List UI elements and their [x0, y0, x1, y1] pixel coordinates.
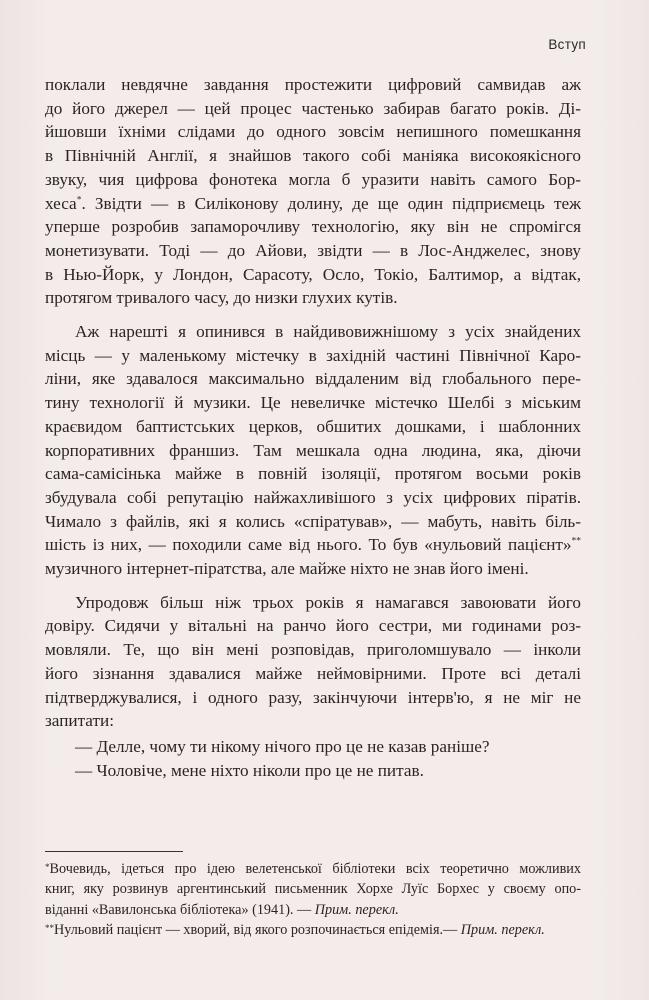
text-line [45, 533, 581, 557]
text-line: ліни, яке здавалося максимально віддаленим від глобального пере- [45, 369, 581, 389]
text-line: до його джерел — цей процес частенько забирав багато років. Ді- [45, 98, 581, 118]
footnote-mark: ** [45, 922, 54, 933]
text-line: корпоративних франшиз. Там мешкала одна людина, яка, діючи [45, 440, 581, 460]
text-line: його зізнання здавалися майже неймовірними. Проте всі деталі [45, 663, 581, 683]
text-line: музичного інтернет-піратства, але майже ніхто не знав його імені. [45, 559, 529, 579]
footnote-2 [45, 920, 581, 940]
running-header: Вступ [548, 37, 586, 52]
text-fragment: хеса [45, 193, 77, 213]
text-line: довіру. Сидячи у вітальні на ранчо його сестри, ми годинами роз- [45, 616, 581, 636]
text-line: Аж нарешті я опинився в найдивовижнішому з усіх знайдених [75, 322, 581, 342]
footnote-divider [45, 851, 183, 852]
dialogue [45, 735, 581, 782]
text-fragment: шість із них, — походили саме від нього. То був «нульовий пацієнт» [45, 535, 572, 555]
text-line: уперше розробив запаморочливу технологію, яку він не спромігся [45, 217, 581, 237]
footnote-line: книг, яку розвинув аргентинський письменник Хорхе Луїс Борхес у своєму опо- [45, 881, 581, 898]
footnote-text: Нульовий пацієнт — хворий, від якого розпочинається епідемія.— [54, 921, 461, 938]
text-line: в Північній Англії, я знайшов такого собі маніяка високоякісного [45, 146, 581, 166]
footnote-mark: * [45, 862, 50, 872]
text-line: йшовши їхніми слідами до одного зовсім непишного помешкання [45, 122, 581, 142]
text-line: місць — у маленькому містечку в західній частині Північної Каро- [45, 345, 581, 365]
paragraph-2 [45, 320, 581, 581]
dialogue-line: — Чоловіче, мене ніхто ніколи про це не питав. [75, 760, 424, 780]
translator-note: Прим. перекл. [314, 901, 399, 918]
text-line: звуку, чия цифрова фонотека могла б уразити навіть самого Бор- [45, 169, 581, 189]
text-line: мовляли. Те, що він мені розповідав, приголомшувало — інколи [45, 640, 581, 660]
text-line: монетизувати. Тоді — до Айови, звідти — в Лос-Анджелес, знову [45, 240, 581, 260]
footnote-line [45, 900, 581, 920]
text-line: запитати: [45, 711, 114, 731]
footnotes [45, 859, 581, 940]
text-line: краєвидом баптистських церков, обшитих дошками, і шаблонних [45, 416, 581, 436]
text-line: в Нью-Йорк, у Лондон, Сарасоту, Осло, Токіо, Балтимор, а відтак, [45, 264, 581, 284]
footnote-ref-1: * [76, 194, 82, 205]
body-text [45, 73, 581, 782]
text-line [45, 192, 581, 216]
text-line: поклали невдячне завдання простежити цифровий самвидав аж [45, 75, 581, 94]
paragraph-1 [45, 73, 581, 310]
paragraph-3 [45, 591, 581, 733]
text-line: сама-самісінька майже в повній ізоляції, протягом восьми років [45, 464, 581, 484]
footnote-ref-2: ** [571, 536, 581, 547]
text-fragment: . Звідти — в Силіконову долину, де ще один підприємець теж [81, 193, 581, 213]
text-line: протягом тривалого часу, до низки глухих кутів. [45, 288, 398, 308]
text-line: тину технології й музики. Це невеличке містечко Шелбі з міським [45, 393, 581, 413]
text-line: Чимало з файлів, які я колись «спіратував», — мабуть, навіть біль- [45, 511, 581, 531]
text-line: збудувала собі репутацію найжахливішого з усіх цифрових піратів. [45, 487, 581, 507]
footnote-1 [45, 859, 581, 920]
translator-note: Прим. перекл. [460, 921, 545, 938]
footnote-text: віданні «Вавилонська бібліотека» (1941). — [45, 901, 315, 918]
dialogue-line: — Делле, чому ти нікому нічого про це не казав раніше? [75, 736, 490, 756]
footnote-text: Вочевидь, ідеться про ідею велетенської бібліотеки всіх теоретично можливих [49, 861, 581, 877]
footnote-line [45, 859, 581, 879]
text-line: Упродовж більш ніж трьох років я намагався завоювати його [75, 592, 581, 612]
text-line: підтверджувалися, і одного разу, закінчуючи інтерв'ю, я не міг не [45, 687, 581, 707]
footnote-line [45, 920, 581, 940]
